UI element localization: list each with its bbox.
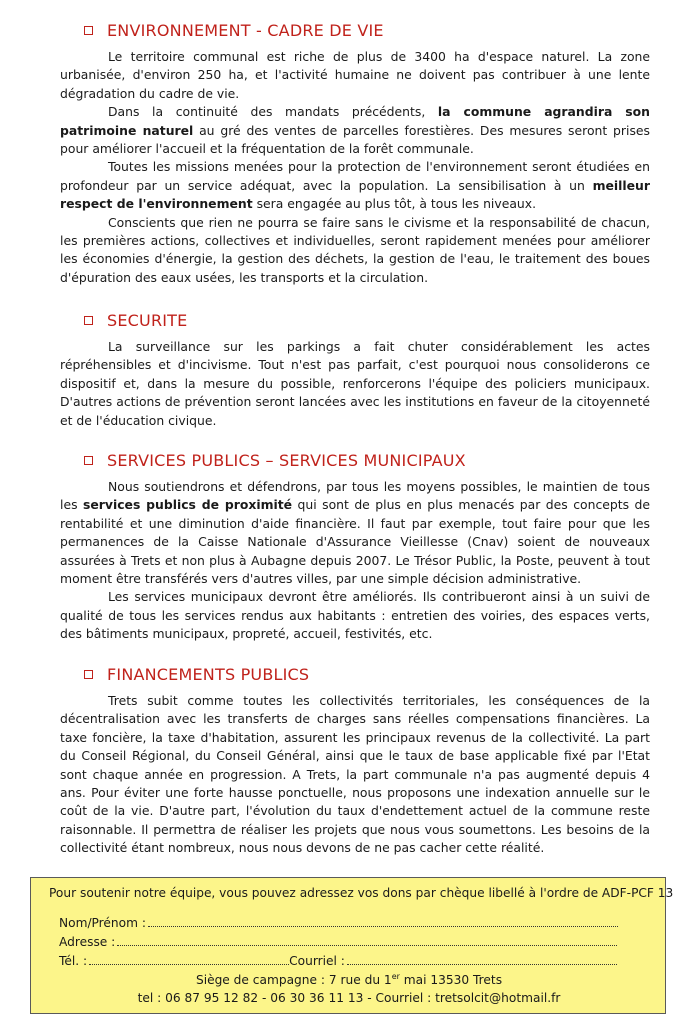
section-securite — [60, 308, 650, 430]
tel-email-field[interactable] — [59, 952, 617, 968]
email-dotted-line[interactable] — [347, 952, 617, 965]
checkbox-square-icon — [84, 670, 93, 679]
paragraph: Le territoire communal est riche de plus de 3400 ha d'espace naturel. La zone urbanisée, d'environ 250 ha, et l'activité humaine ne doivent pas contribuer à une lente dégradation du cadre de vie. — [60, 49, 650, 101]
name-label: Nom/Prénom : — [59, 916, 146, 930]
checkbox-square-icon — [84, 316, 93, 325]
section-title: SECURITE — [107, 310, 188, 330]
section-services-publics — [60, 448, 650, 644]
paragraph: Nous soutiendrons et défendrons, par tous les moyens possibles, le maintien de tous les services publics de proximité qui sont de plus en plus menacés par des concepts de rentabilité et une diminution d'aide financière. Il faut par exemple, tout faire pour que les permanences de la Caisse Nationale d'Assurance Vieillesse (Cnav) soient de nouveaux assurées à Trets et non plus à Aubagne depuis 2007. Le Trésor Public, la Poste, peuvent à tout moment être transférés vers d'autres villes, par une simple décision administrative. — [60, 479, 650, 587]
section-heading — [84, 662, 650, 686]
section-heading — [84, 18, 650, 42]
checkbox-square-icon — [84, 26, 93, 35]
tel-dotted-line[interactable] — [89, 952, 289, 965]
section-title: ENVIRONNEMENT - CADRE DE VIE — [107, 20, 384, 40]
paragraph: Dans la continuité des mandats précédents, la commune agrandira son patrimoine naturel au gré des ventes de parcelles forestières. Des mesures seront prises pour améliorer l'accueil et la fréquentation de la forêt communale. — [60, 104, 650, 157]
section-title: FINANCEMENTS PUBLICS — [107, 664, 310, 684]
address-dotted-line[interactable] — [117, 933, 617, 946]
address-field[interactable] — [59, 933, 617, 949]
address-label: Adresse : — [59, 935, 116, 949]
donation-box — [30, 877, 674, 1014]
tel-label: Tél. : — [59, 954, 88, 968]
section-title: SERVICES PUBLICS – SERVICES MUNICIPAUX — [107, 450, 466, 470]
checkbox-square-icon — [84, 456, 93, 465]
name-dotted-line[interactable] — [148, 914, 618, 927]
section-heading — [84, 448, 650, 472]
paragraph: Conscients que rien ne pourra se faire sans le civisme et la responsabilité de chacun, les premières actions, collectives et individuelles, seront rapidement menées pour améliorer les économies d'énergie, la gestion des déchets, la gestion de l'eau, le traitement des boues d'épuration des eaux usées, les transports et la circulation. — [60, 214, 650, 285]
campaign-hq: Siège de campagne : 7 rue du 1er mai 13530 Trets — [195, 972, 503, 988]
contact-info: tel : 06 87 95 12 82 - 06 30 36 11 13 - Courriel : tretsolcit@hotmail.fr — [137, 991, 561, 1005]
paragraph: Toutes les missions menées pour la protection de l'environnement seront étudiées en profondeur par un service adéquat, avec la population. La sensibilisation à un meilleur respect de l'environnement sera engagée au plus tôt, à tous les niveaux. — [60, 159, 650, 212]
paragraph: La surveillance sur les parkings a fait chuter considérablement les actes répréhensibles et d'incivisme. Tout n'est pas parfait, c'est pourquoi nous consoliderons ce dispositif et, dans la mesure du possible, renforcerons l'équipe des policiers municipaux. D'autres actions de prévention seront lancées avec les institutions en faveur de la citoyenneté et de l'éducation civique. — [60, 339, 650, 428]
donation-intro: Pour soutenir notre équipe, vous pouvez adressez vos dons par chèque libellé à l'ordre de ADF-PCF 13 — [49, 886, 674, 900]
name-field[interactable] — [59, 914, 618, 930]
paragraph: Trets subit comme toutes les collectivités territoriales, les conséquences de la décentralisation avec les transferts de charges sans réelles compensations financières. La taxe foncière, la taxe d'habitation, assurent les principaux revenus de la collectivité. La part du Conseil Régional, du Conseil Général, ainsi que le taux de base applicable fixé par l'Etat sont chaque année en progression. A Trets, la part communale n'a pas augmenté depuis 4 ans. Pour éviter une forte hausse ponctuelle, nous proposons une indexation annuelle sur le coût de la vie. D'autre part, l'évolution du taux d'endettement actuel de la commune reste raisonnable. Il permettra de réaliser les projets que nous vous soumettons. Les besoins de la collectivité étant nombreux, nous nous devons de ne pas cacher cette réalité. — [60, 693, 650, 856]
section-environnement — [60, 18, 650, 287]
email-label: Courriel : — [289, 954, 345, 968]
section-financements-publics — [60, 662, 650, 858]
section-heading — [84, 308, 650, 332]
paragraph: Les services municipaux devront être améliorés. Ils contribueront ainsi à un suivi de qualité de tous les services rendus aux habitants : entretien des voiries, des espaces verts, des bâtiments municipaux, propreté, accueil, festivités, etc. — [60, 589, 650, 642]
